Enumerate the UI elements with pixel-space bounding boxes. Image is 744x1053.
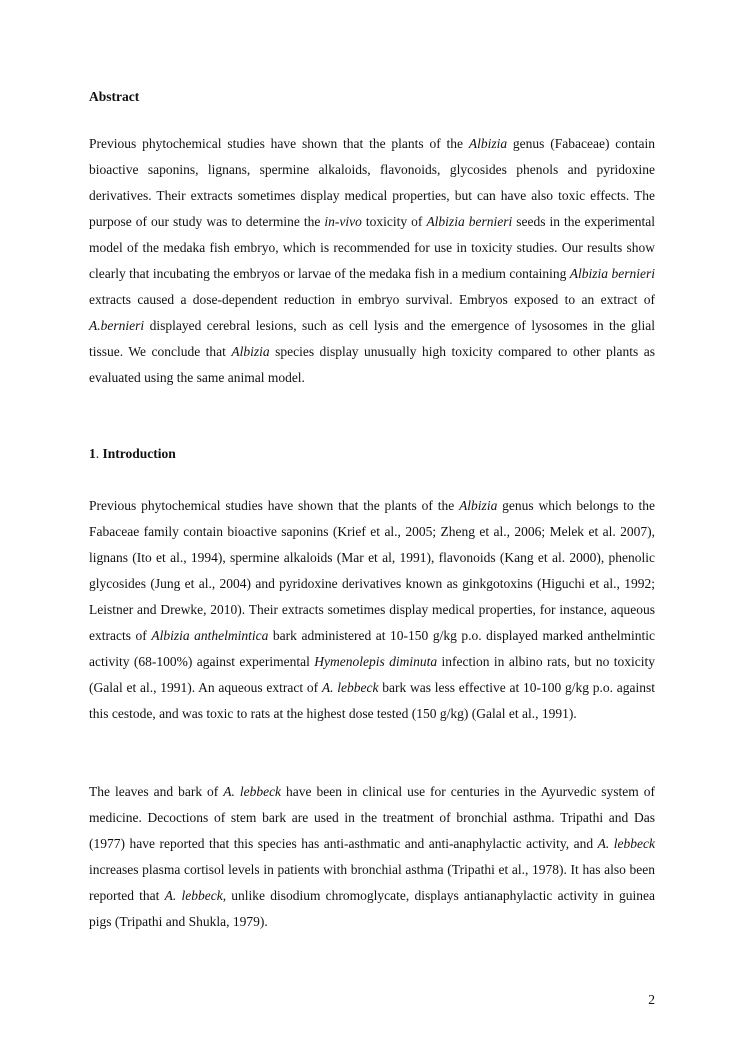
italic-term: Hymenolepis diminuta: [314, 654, 438, 669]
text-run: toxicity of: [361, 214, 427, 229]
text-run: have been in clinical use for centuries in the Ayurvedic system of medicine. Decoctions of stem bark are used in the treatment of bronchial asthma. Tripathi and Das (1977) have reported that this species has anti-asthmatic and anti-anaphylactic activity, and: [89, 784, 655, 851]
page-number: 2: [648, 992, 655, 1007]
italic-term: A. lebbeck: [597, 836, 656, 851]
text-run: infection in albino rats, but no toxicity (Galal et al., 1991). An aqueous extract of: [89, 654, 656, 695]
italic-term: Albizia: [459, 498, 498, 513]
abstract-paragraph: [89, 131, 655, 391]
abstract-heading: Abstract: [89, 89, 140, 104]
text-run: genus which belongs to the Fabaceae family contain bioactive saponins (Krief et al., 2005; Zheng et al., 2006; Melek et al. 2007), lignans (Ito et al., 1994), spermine alkaloids (Mar et al, 1991), flavonoids (Kang et al. 2000), phenolic glycosides (Jung et al., 2004) and pyridoxine derivatives known as ginkgotoxins (Higuchi et al., 1992; Leistner and Drewke, 2010). Their extracts sometimes display medical properties, for instance, aqueous extracts of: [89, 498, 655, 643]
text-run: extracts caused a dose-dependent reduction in embryo survival. Embryos exposed to an extract of: [89, 292, 655, 307]
italic-term: A.bernieri: [89, 318, 145, 333]
text-run: bark was less effective at 10-100 g/kg p.o. against this cestode, and was toxic to rats at the highest dose tested (150 g/kg) (Galal et al., 1991).: [89, 680, 655, 721]
section-number: 1: [89, 446, 96, 461]
text-run: displayed cerebral lesions, such as cell lysis and the emergence of lysosomes in the glial tissue. We conclude that: [89, 318, 655, 359]
italic-term: A. lebbeck: [223, 784, 282, 799]
italic-term: Albizia anthelmintica: [151, 628, 269, 643]
text-run: seeds in the experimental model of the medaka fish embryo, which is recommended for use in toxicity studies. Our results show clearly that incubating the embryos or larvae of the medaka fish in a medium containing: [89, 214, 656, 281]
introduction-heading: [89, 446, 176, 462]
italic-term: Albizia: [231, 344, 270, 359]
text-run: The leaves and bark of: [89, 784, 224, 799]
text-run: species display unusually high toxicity compared to other plants as evaluated using the same animal model.: [89, 344, 655, 385]
italic-term: Albizia bernieri: [569, 266, 656, 281]
text-run: Previous phytochemical studies have shown that the plants of the: [89, 136, 469, 151]
introduction-paragraph-2: [89, 779, 655, 935]
text-run: Previous phytochemical studies have shown that the plants of the: [89, 498, 460, 513]
text-run: increases plasma cortisol levels in patients with bronchial asthma (Tripathi et al., 1978). It has also been reported that: [89, 862, 655, 903]
italic-term: A. lebbeck: [321, 680, 379, 695]
section-separator: .: [95, 446, 103, 461]
italic-term: A. lebbeck: [164, 888, 223, 903]
italic-term: Albizia bernieri: [426, 214, 513, 229]
section-title: Introduction: [102, 446, 176, 461]
text-run: genus (Fabaceae) contain bioactive saponins, lignans, spermine alkaloids, flavonoids, glycosides phenols and pyridoxine derivatives. Their extracts sometimes display medical properties, but can have also toxic effects. The purpose of our study was to determine the: [89, 136, 655, 229]
italic-term: Albizia: [468, 136, 508, 151]
introduction-paragraph-1: [89, 493, 655, 727]
text-run: , unlike disodium chromoglycate, displays antianaphylactic activity in guinea pigs (Tripathi and Shukla, 1979).: [89, 888, 655, 929]
italic-term: in-vivo: [324, 214, 362, 229]
text-run: bark administered at 10-150 g/kg p.o. displayed marked anthelmintic activity (68-100%) against experimental: [89, 628, 655, 669]
